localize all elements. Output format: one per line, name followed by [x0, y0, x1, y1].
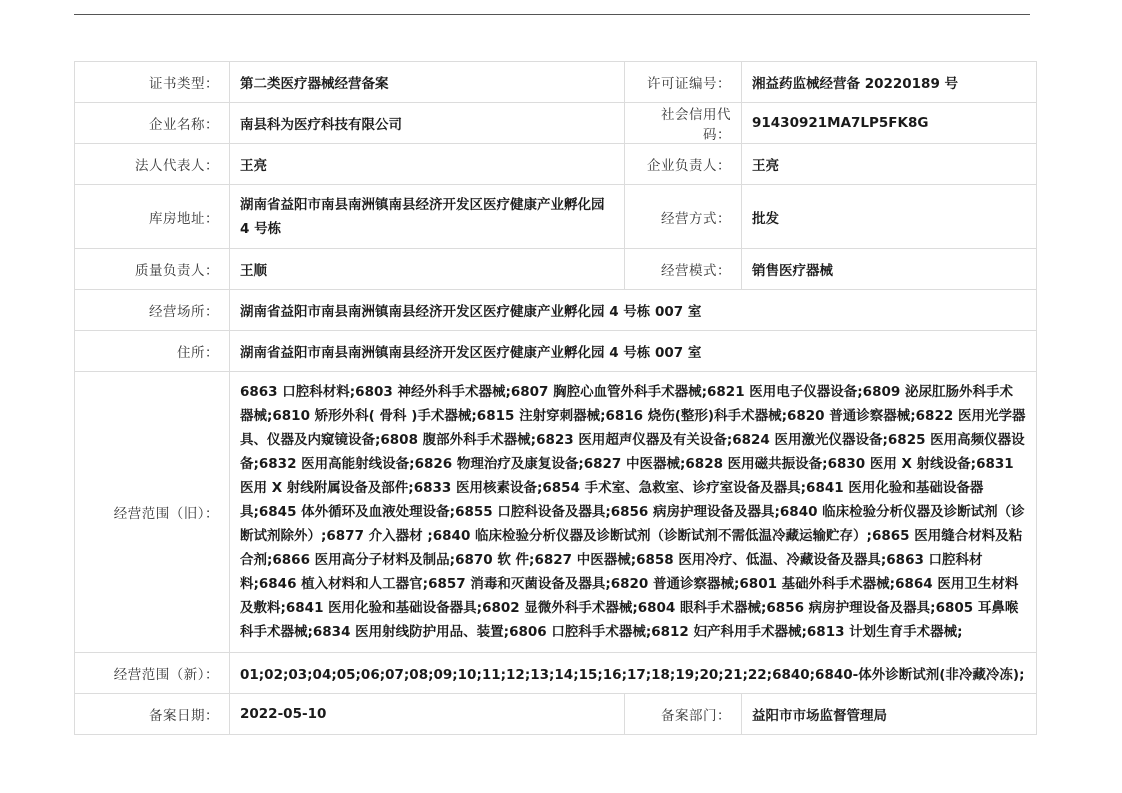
header-rule	[74, 14, 1030, 15]
scope-old-label: 经营范围（旧）：	[75, 372, 230, 653]
row-filing	[75, 694, 1037, 735]
legal-rep-value: 王亮	[230, 144, 625, 185]
credit-code-value: 91430921MA7LP5FK8G	[742, 103, 1037, 144]
warehouse-label: 库房地址：	[75, 185, 230, 249]
company-value: 南县科为医疗科技有限公司	[230, 103, 625, 144]
license-no-value: 湘益药监械经营备 20220189 号	[742, 62, 1037, 103]
biz-mode-label: 经营模式：	[625, 249, 742, 290]
filing-dept-label: 备案部门：	[625, 694, 742, 735]
row-scope-new	[75, 653, 1037, 694]
scope-old-value: 6863 口腔科材料;6803 神经外科手术器械;6807 胸腔心血管外科手术器械;6821 医用电子仪器设备;6809 泌尿肛肠外科手术器械;6810 矫形外科( 骨科 )手术器械;6815 注射穿刺器械;6816 烧伤(整形)科手术器械;6820 普通诊察器械;6822 医用光学器具、仪器及内窥镜设备;6808 腹部外科手术器械;6823 医用超声仪器及有关设备;6824 医用激光仪器设备;6825 医用高频仪器设备;6832 医用高能射线设备;6826 物理治疗及康复设备;6827 中医器械;6828 医用磁共振设备;6830 医用 X 射线设备;6831 医用 X 射线附属设备及部件;6833 医用核素设备;6854 手术室、急救室、诊疗室设备及器具;6841 医用化验和基础设备器具;6845 体外循环及血液处理设备;6855 口腔科设备及器具;6856 病房护理设备及器具;6840 临床检验分析仪器及诊断试剂（诊断试剂除外）;6877 介入器材 ;6840 临床检验分析仪器及诊断试剂（诊断试剂不需低温冷藏运输贮存）;6865 医用缝合材料及粘合剂;6866 医用高分子材料及制品;6870 软 件;6827 中医器械;6858 医用冷疗、低温、冷藏设备及器具;6863 口腔科材料;6846 植入材料和人工器官;6857 消毒和灭菌设备及器具;6820 普通诊察器械;6801 基础外科手术器械;6864 医用卫生材料及敷料;6841 医用化验和基础设备器具;6802 显微外科手术器械;6804 眼科手术器械;6856 病房护理设备及器具;6805 耳鼻喉科手术器械;6834 医用射线防护用品、装置;6806 口腔科手术器械;6812 妇产科用手术器械;6813 计划生育手术器械;	[230, 372, 1037, 653]
filing-date-value: 2022-05-10	[230, 694, 625, 735]
filing-record-table	[74, 61, 1037, 735]
principal-label: 企业负责人：	[625, 144, 742, 185]
license-no-label: 许可证编号：	[625, 62, 742, 103]
scope-new-value: 01;02;03;04;05;06;07;08;09;10;11;12;13;14;15;16;17;18;19;20;21;22;6840;6840-体外诊断试剂(非冷藏冷冻);	[230, 653, 1037, 694]
cert-type-label: 证书类型：	[75, 62, 230, 103]
quality-label: 质量负责人：	[75, 249, 230, 290]
row-legal-rep	[75, 144, 1037, 185]
credit-code-label: 社会信用代码：	[625, 103, 742, 144]
row-company	[75, 103, 1037, 144]
warehouse-value: 湖南省益阳市南县南洲镇南县经济开发区医疗健康产业孵化园 4 号栋	[230, 185, 625, 249]
row-quality	[75, 249, 1037, 290]
premises-value: 湖南省益阳市南县南洲镇南县经济开发区医疗健康产业孵化园 4 号栋 007 室	[230, 290, 1037, 331]
cert-type-value: 第二类医疗器械经营备案	[230, 62, 625, 103]
row-warehouse	[75, 185, 1037, 249]
principal-value: 王亮	[742, 144, 1037, 185]
scope-new-label: 经营范围（新）：	[75, 653, 230, 694]
residence-value: 湖南省益阳市南县南洲镇南县经济开发区医疗健康产业孵化园 4 号栋 007 室	[230, 331, 1037, 372]
residence-label: 住所：	[75, 331, 230, 372]
filing-date-label: 备案日期：	[75, 694, 230, 735]
company-label: 企业名称：	[75, 103, 230, 144]
biz-method-label: 经营方式：	[625, 185, 742, 249]
premises-label: 经营场所：	[75, 290, 230, 331]
biz-mode-value: 销售医疗器械	[742, 249, 1037, 290]
row-premises	[75, 290, 1037, 331]
biz-method-value: 批发	[742, 185, 1037, 249]
row-scope-old	[75, 372, 1037, 653]
legal-rep-label: 法人代表人：	[75, 144, 230, 185]
filing-dept-value: 益阳市市场监督管理局	[742, 694, 1037, 735]
row-cert-type	[75, 62, 1037, 103]
row-residence	[75, 331, 1037, 372]
quality-value: 王顺	[230, 249, 625, 290]
